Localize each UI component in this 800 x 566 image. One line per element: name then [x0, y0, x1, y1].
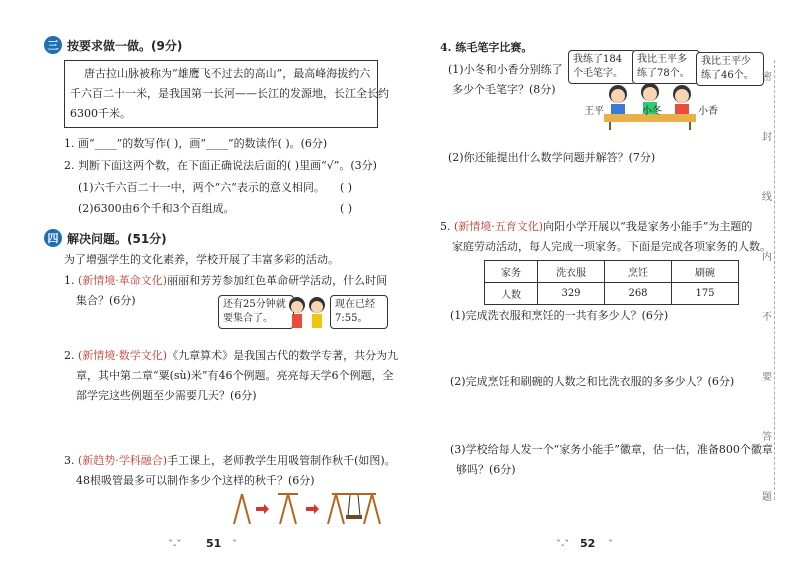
q5-sub3-line-2: 够吗？(6分)	[456, 463, 516, 476]
passage-line-1: 唐古拉山脉被称为“雄鹰飞不过去的高山”，最高峰海拔约六	[84, 67, 371, 80]
q4-label-wangping: 王平	[584, 106, 604, 117]
seal-text-char: 密	[762, 72, 772, 83]
seal-text-char: 不	[762, 312, 772, 323]
table-row	[485, 283, 739, 305]
table-header-cell: 家务	[485, 261, 538, 283]
q4-sub1-line-1: (1)小冬和小香分别练了	[448, 63, 563, 76]
q5-sub1: (1)完成洗衣服和烹饪的一共有多少人？(6分)	[450, 309, 669, 322]
s3-question-2b: (2)6300由6个千和3个百组成。	[78, 202, 235, 215]
q5-sub3-line-1: (3)学校给每人发一个“家务小能手”徽章，估一估，准备800个徽章	[450, 443, 773, 456]
seal-text-char: 答	[762, 432, 772, 443]
section3-title: 按要求做一做。(9分)	[67, 38, 183, 53]
seal-text-char: 封	[762, 132, 772, 143]
table-header-cell: 烹饪	[605, 261, 672, 283]
section4-title: 解决问题。(51分)	[67, 231, 167, 246]
straw-swing-diagram	[232, 490, 382, 526]
s4-q2-line-1: 2. (新情境·数学文化)《九章算术》是我国古代的数学专著，共分为九	[64, 349, 399, 362]
s4-q2-line-3: 部学完这些例题至少需要几天？(6分)	[76, 389, 257, 402]
passage-line-2: 千六百二十一米，是我国第一长河——长江的发源地，长江全长约	[70, 87, 389, 100]
seal-text-char: 内	[762, 252, 772, 263]
s4-q1-tag: (新情境·革命文化)	[78, 274, 168, 287]
section3-header	[44, 36, 182, 54]
seal-dashed-line	[774, 60, 775, 500]
page-number-left: 51	[206, 537, 222, 550]
s4-q3-line-1: 3. (新趋势·学科融合)手工课上，老师教学生用吸管制作秋千(如图)。	[64, 454, 396, 467]
passage-line-3: 6300千米。	[70, 107, 131, 120]
s4-q1-bubble-right: 现在已经7:55。	[330, 295, 388, 329]
s4-q3-line-2: 48根吸管最多可以制作多少个这样的秋千？(6分)	[76, 474, 315, 487]
s4-intro: 为了增强学生的文化素养，学校开展了丰富多彩的活动。	[64, 253, 339, 266]
seal-text-char: 题	[762, 492, 772, 503]
q4-bubble-wangping: 我练了184个毛笔字。	[568, 50, 636, 84]
page-deco-right-52: ˇ	[608, 540, 613, 551]
s4-q1-bubble-left: 还有25分钟就要集合了。	[218, 295, 294, 329]
page-deco-left-52: ˇ-ˇ	[556, 540, 570, 551]
q4-sub2: (2)你还能提出什么数学问题并解答？(7分)	[448, 151, 656, 164]
s3-question-2b-answer-paren[interactable]: ( )	[340, 202, 353, 215]
seal-text-char: 要	[762, 372, 772, 383]
table-cell: 329	[538, 283, 605, 305]
page-deco-left-51: ˇ-ˇ	[168, 540, 182, 551]
table-header-cell: 洗衣服	[538, 261, 605, 283]
two-girls-illustration	[286, 292, 328, 336]
s4-q2-line-2: 章，其中第二章“粟(sù)米”有46个例题。亮亮每天学6个例题，全	[76, 369, 394, 382]
seal-text-char: 线	[762, 192, 772, 203]
q5-line-1: 5. (新情境·五育文化)向阳小学开展以“我是家务小能手”为主题的	[440, 220, 753, 233]
s3-question-2a: (1)六千六百二十一中，两个“六”表示的意义相同。	[78, 181, 325, 194]
section3-number-badge: 三	[44, 36, 62, 54]
table-cell: 人数	[485, 283, 538, 305]
table-cell: 268	[605, 283, 672, 305]
q4-label-xiaodong: 小冬	[642, 106, 662, 117]
s3-question-2: 2. 判断下面这两个数，在下面正确说法后面的( )里画“√”。(3分)	[64, 159, 377, 172]
section4-header	[44, 229, 167, 247]
q4-bubble-xiaoxiang: 我比王平少练了46个。	[696, 52, 764, 86]
q4-label-xiaoxiang: 小香	[698, 106, 718, 117]
q4-sub1-line-2: 多少个毛笔字？(8分)	[452, 83, 556, 96]
page-deco-right-51: ˇ	[232, 540, 237, 551]
s4-q2-tag: (新情境·数学文化)	[78, 349, 168, 362]
q5-tag: (新情境·五育文化)	[454, 220, 544, 233]
s3-question-2a-answer-paren[interactable]: ( )	[340, 181, 353, 194]
q4-bubble-xiaodong: 我比王平多练了78个。	[632, 50, 700, 84]
table-header-row	[485, 261, 739, 283]
section4-number-badge: 四	[44, 229, 62, 247]
s4-q3-tag: (新趋势·学科融合)	[78, 454, 168, 467]
q5-line-2: 家庭劳动活动，每人完成一项家务。下面是完成各项家务的人数。	[452, 240, 771, 253]
q4-title: 4. 练毛笔字比赛。	[440, 41, 533, 54]
household-chores-table	[484, 260, 739, 305]
page-number-right: 52	[580, 537, 596, 550]
table-cell: 175	[672, 283, 739, 305]
s4-q1-line-2: 集合？(6分)	[76, 294, 136, 307]
s3-question-1: 1. 画“____”的数写作( )，画“____”的数读作( )。(6分)	[64, 137, 328, 150]
s4-q1-line-1: 1. (新情境·革命文化)丽丽和芳芳参加红色革命研学活动，什么时间	[64, 274, 388, 287]
q5-sub2: (2)完成烹饪和刷碗的人数之和比洗衣服的多多少人？(6分)	[450, 375, 735, 388]
table-header-cell: 刷碗	[672, 261, 739, 283]
